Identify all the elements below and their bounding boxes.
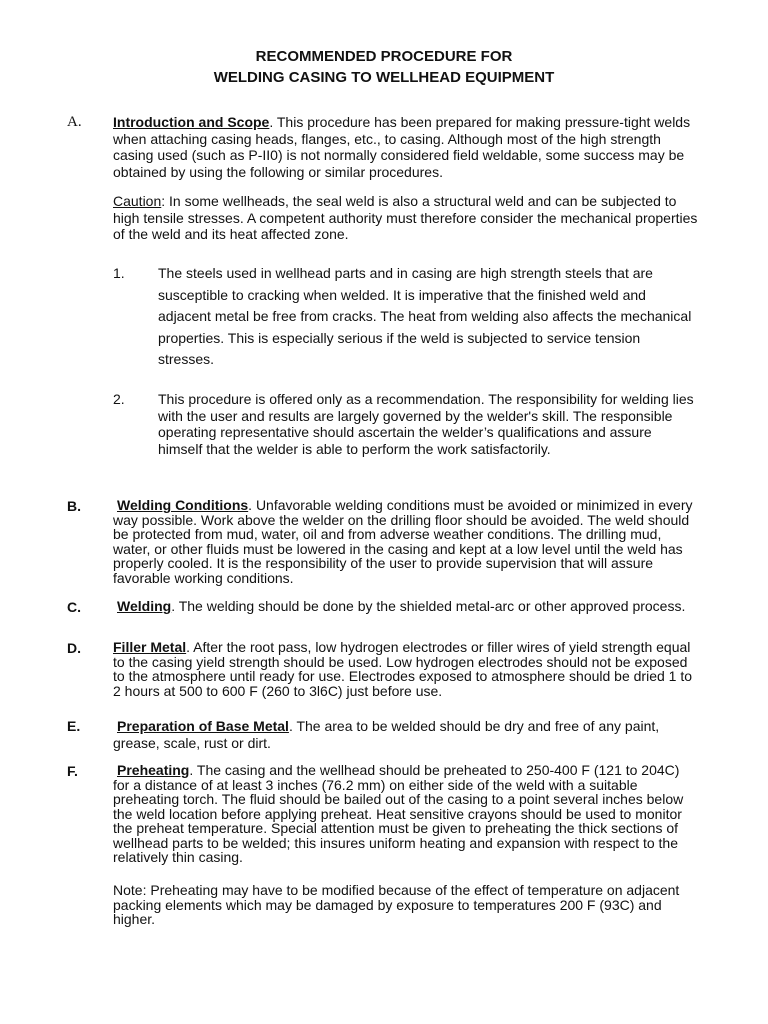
section-c-text: . The welding should be done by the shielded metal-arc or other approved process. [171, 598, 686, 614]
section-c-heading: Welding [117, 598, 172, 614]
caution-label: Caution [113, 193, 162, 209]
section-a-heading: Introduction and Scope [113, 114, 270, 130]
section-b-text: . Unfavorable welding conditions must be avoided or minimized in every way possible. Work above the welder on the drilling floor should be avoided. The weld should be protected from mud, water, oil and from adverse weather conditions. The drilling mud, water, or other fluids must be lowered in the casing and kept at a low level until the weld has properly cooled. It is the responsibility of the user to provide supervision that will assure favorable working conditions. [113, 497, 693, 586]
section-e-text: . The area to be welded should be dry and free of any paint, grease, scale, rust or dirt. [113, 718, 660, 751]
section-b-heading: Welding Conditions [117, 497, 249, 513]
section-e-paragraph [113, 718, 698, 751]
section-f-text: . The casing and the wellhead should be preheated to 250-400 F (121 to 204C) for a distance of at least 3 inches (76.2 mm) on either side of the weld with a suitable preheating torch. The fluid should be bailed out of the casing to a point several inches below the weld location before applying preheat. Heat sensitive crayons should be used to monitor the preheat temperature. Special attention must be given to preheating the thick sections of wellhead parts to be welded; this insures uniform heating and expansion with respect to the relatively thin casing. [113, 762, 684, 865]
section-e-heading: Preparation of Base Metal [117, 718, 289, 734]
caution-text: : In some wellheads, the seal weld is also a structural weld and can be subjected to high tensile stresses. A competent authority must therefore consider the mechanical properties of the weld and its heat affected zone. [113, 193, 698, 242]
item-2-number: 2. [113, 391, 125, 407]
caution-paragraph [113, 193, 698, 243]
section-f-paragraph [113, 763, 698, 865]
item-1-text: The steels used in wellhead parts and in casing are high strength steels that are susceptible to cracking when welded. It is imperative that the finished weld and adjacent metal be free from cracks. The heat from welding also affects the mechanical properties. This is especially serious if the weld is subjected to service tension stresses. [158, 265, 692, 367]
note-paragraph: Note: Preheating may have to be modified because of the effect of temperature on adjacent packing elements which may be damaged by exposure to temperatures 200 F (93C) and higher. [113, 882, 680, 927]
item-2-text: This procedure is offered only as a recommendation. The responsibility for welding lies with the user and results are largely governed by the welder's skill. The responsible operating representative should ascertain the welder’s qualifications and assure himself that the welder is able to perform the work satisfactorily. [158, 391, 694, 457]
document-title-line-1: RECOMMENDED PROCEDURE FOR [255, 48, 513, 65]
section-f-letter: F. [67, 763, 78, 779]
section-a-letter: A. [67, 114, 82, 130]
section-d-heading: Filler Metal [113, 639, 187, 655]
section-a-text: . This procedure has been prepared for making pressure-tight welds when attaching casing heads, flanges, etc., to casing. Although most of the high strength casing used (such as P-II0) is not normally considered field weldable, some success may be obtained by using the following or similar procedures. [113, 114, 691, 180]
section-d-letter: D. [67, 640, 81, 656]
document-title-line-2: WELDING CASING TO WELLHEAD EQUIPMENT [213, 69, 555, 86]
section-d-paragraph [113, 640, 698, 698]
section-d-text: . After the root pass, low hydrogen electrodes or filler wires of yield strength equal to the casing yield strength should be used. Low hydrogen electrodes should not be exposed to the atmosphere until ready for use. Electrodes exposed to atmosphere should be dried 1 to 2 hours at 500 to 600 F (260 to 3l6C) just before use. [113, 639, 693, 699]
section-c-letter: C. [67, 599, 81, 615]
section-c-paragraph [113, 599, 698, 614]
section-a-paragraph [113, 114, 698, 180]
item-1-number: 1. [113, 265, 125, 281]
section-f-heading: Preheating [117, 762, 190, 778]
section-b-letter: B. [67, 498, 81, 514]
section-b-paragraph [113, 498, 698, 585]
section-e-letter: E. [67, 718, 81, 734]
